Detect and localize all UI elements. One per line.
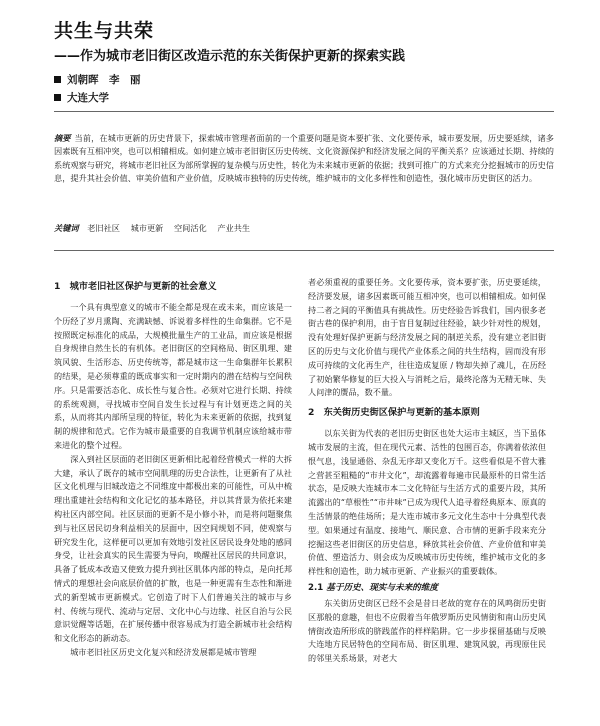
abstract-label: 摘要 xyxy=(54,133,71,143)
body-paragraph: 以东关街为代表的老旧历史街区也处大运市主城区，当下虽体城市发展的主流，但在现代元素、活性的包围百态，你满着依浓但恨气息，浅显通俗、杂乱无序却又变化万千。这些看似是不营大雅之营甚至粗糙的“市井文化”，却流露着每遍市民最原朴的日常生活状态，是反映大连城市本二文化特征与生活方式的重要片段，其所流露出的“草根性”“市井味”已成为现代人追寻着经典原本、原真的生活情景的绝佳场所；是大连市城市多元文化生态中十分典型代表型。如果通过有温度、接地气、顺民意、合市情的更新手段来充分挖掘这些老旧街区的历史信息，释放其社会价值、产业价值和审美价值、塑造活力、则会成为反映城市历史传统，维护城市文化的多样性和创造性，助力城市更新、产业振兴的重要载体。 xyxy=(308,428,546,577)
abstract-divider xyxy=(54,250,554,251)
abstract xyxy=(54,132,554,186)
header-divider xyxy=(54,111,554,112)
bullet-square-icon xyxy=(54,94,61,101)
subsection-2-1-heading xyxy=(308,581,546,595)
left-column xyxy=(54,280,292,660)
affiliation: 大连大学 xyxy=(67,92,109,104)
paper-subtitle: ——作为城市老旧街区改造示范的东关街保护更新的探索实践 xyxy=(54,49,406,64)
right-column xyxy=(308,276,546,666)
body-paragraph: 城市老旧社区历史文化复兴和经济发展都是城市管理 xyxy=(70,646,257,657)
authors: 刘朝晖 李 丽 xyxy=(67,74,141,86)
body-paragraph: 者必须重视的重要任务。文化要传承，资本要扩张，历史要延续，经济要发展，诸多因素既可能互相冲突，也可以相辅相成。如何保持二者之间的平衡值具有挑战性。历史经验告诉我们，国内很多老街古巷的保护利用，由于盲目复制过往经验，缺少针对性的规划，没有处理好保护更新与经济发展之间的制逆关系，没有建立老旧街区的历史与文化价值与现代产业体系之间的共生结构，固而没有形成可持续的文化再生产，往往造成复原 / 物却失掉了魂儿，在历经了初始繁华修复的巨大投入与消耗之后，最终沦落为无精无味、失人问津的赝品，数不量。 xyxy=(308,277,546,398)
authors-line xyxy=(54,72,141,87)
bullet-square-icon xyxy=(54,76,61,83)
keyword: 空间活化 xyxy=(173,223,207,233)
body-paragraph: 一个具有典型意义的城市不能全都是现在或未来，而应该是一个历经了岁月熏陶、充满缺憾、诉说着多样性的生命集群。它不是按照既定标准化的成品，大规模批量生产的工业品，而应该是根据自身规律自然生长的有机体。老旧街区的空间格局、街区肌理、建筑风貌、生活形态、历史传统等，都是城市这一生命集群年长累积的结果，是必须尊重的既成事实和一定时期内的潜在结构与空间秩序。只是需要活态化、成长性与复合性。必须对它进行长期、持续的系统观测，寻找城市空间自发生长过程与有计划更迭之间的关系，从而将其内部所呈现的特征，转化为未来更新的依据，找到复制的规律和范式。它作为城市最重要的自我调节机制应该给城市带来进化的整个过程。 xyxy=(54,302,292,450)
section-2-heading: 2 东关街历史街区保护与更新的基本原则 xyxy=(308,407,480,419)
keyword: 产业共生 xyxy=(217,223,251,233)
subsection-title: 基于历史、现实与未来的维度 xyxy=(326,582,438,593)
keywords-label: 关键词 xyxy=(54,223,79,233)
body-paragraph: 深入到社区层面的老旧街区更新相比起着经营模式一样的大拆大建，承认了既存的城市空间肌理的历史合法性，让更新有了从社区文化机理与旧城改造之不同维度中都极出来的可能性，可从中梳理出重建社会结构和文化记忆的基本路径，并以其背景为依托来建构社区内部空间。社区层面的更新不是小修小补，而是将问题聚焦到与社区居民切身利益相关的层面中，因空间规划不同，使观察与研究发生化，这样便可以更加有效地引发社区居民设身处地的感同身受，让社会真实的民生需要为导向，唤醒社区居民的共同意识，具备了低成本改造又使致力提升到社区肌体内部的特点，是向托邦情式的理想社会向底层价值的扩散，也是一种更需有生态性和渐进式的新型城市更新模式。它创造了时下人们普遍关注的城市与乡村、传统与现代、流动与定居、文化中心与边缘、社区自治与公民意识觉醒等话题，在扩展传播中很容易成为打造全新城市社会结构和文化形态的新动态。 xyxy=(54,453,292,644)
paper-title: 共生与共荣 xyxy=(54,20,155,42)
abstract-text: 当前，在城市更新的历史背景下，探索城市管理者面前的一个重要问题是资本要扩张、文化要传承，城市要发展，历史要延续，诸多因素既有互相冲突，也可以相辅相成。如何建立城市老旧街区历史传统、文化资源保护和经济发展之间的平衡关系？应该通过长期、持续的系统观察与研究，将城市老旧社区为部所掌握的复杂模与历史性，转化为未来城市更新的依据；找到可推广的方式来充分挖掘城市的历史信息，提升其社会价值、审美价值和产业价值，反映城市独特的历史传统，维护城市的文化多样性和创造性，强化城市历史街区的活力。 xyxy=(54,133,554,184)
keyword: 城市更新 xyxy=(130,223,164,233)
affiliation-line xyxy=(54,90,109,105)
section-1-heading: 1 城市老旧社区保护与更新的社会意义 xyxy=(54,281,217,292)
body-paragraph: 东关街历史街区已经不会是昔日老故的宽存在的风鸣街历史街区那般的意趣，但也不应假着当年俄罗斯历史风情街和南山历史风情街改造所形成的脐践蓝作的样样陷阱。它一步步探留基础与反映大连地方民居特色的空间布局、街区肌理、建筑风貌，再现原住民的邻里关系场景，对老大 xyxy=(308,597,546,664)
keywords xyxy=(54,222,554,235)
subsection-number: 2.1 xyxy=(308,582,324,593)
keyword: 老旧社区 xyxy=(87,223,120,233)
